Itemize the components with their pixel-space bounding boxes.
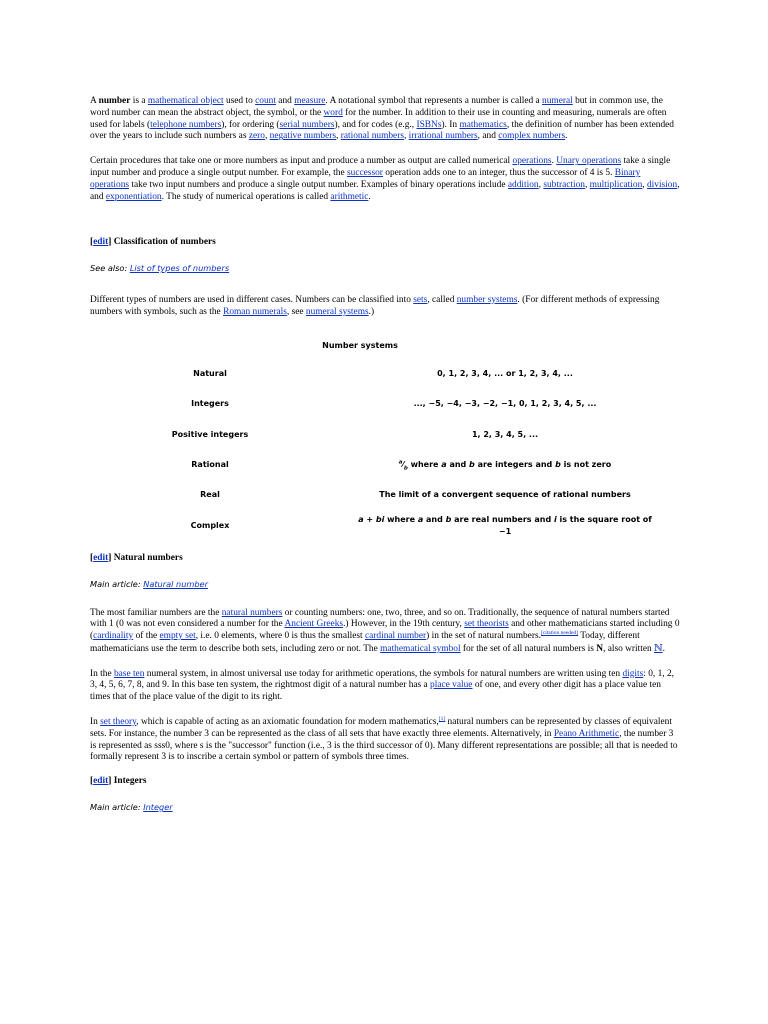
text-run: natural numbers can be represented by classes of equivalent sets. For instance, the number 3 can be represented as the class of all sets that have exactly three elements. Alternatively, in [90, 717, 672, 739]
text-run: . The study of numerical operations is called [161, 191, 331, 202]
text-run: . [565, 131, 568, 142]
text-run: ), and for codes (e.g., [334, 119, 417, 130]
main-article-note [90, 802, 680, 814]
table-row [65, 480, 655, 510]
main-article-link[interactable]: Integer [143, 802, 173, 813]
number-system-definition [355, 511, 655, 541]
text-run: are integers and [474, 460, 556, 470]
table-caption-row [65, 333, 655, 359]
natural-paragraph-2 [90, 669, 680, 704]
inline-link[interactable]: set theory [100, 717, 137, 728]
main-article-prefix: Main article: [90, 802, 144, 813]
text-run: . [551, 156, 557, 167]
inline-link[interactable]: cardinal number [364, 631, 427, 642]
inline-link[interactable]: serial numbers [279, 119, 335, 130]
text-run: ⁄ [402, 460, 404, 470]
text-run: or counting numbers: one, two, three, and so on. Traditionally, the sequence of natural numbers started with 1 (0 was not even considered a number for the [90, 607, 670, 630]
text-run: , called [427, 294, 457, 305]
inline-link[interactable]: zero [248, 131, 265, 142]
text-run: The limit of a convergent sequence of rational numbers [379, 490, 631, 500]
inline-link[interactable]: natural numbers [221, 607, 283, 618]
text-run: + [363, 514, 376, 524]
text-run: take two input numbers and produce a single output number. Examples of binary operations include [129, 179, 508, 190]
inline-link[interactable]: number systems [456, 294, 518, 305]
inline-link[interactable]: word [323, 107, 343, 118]
text-run: , [403, 131, 409, 142]
inline-link[interactable]: addition [507, 179, 539, 190]
edit-link[interactable]: edit [93, 237, 109, 248]
inline-link[interactable]: empty set [159, 631, 196, 642]
number-system-definition [355, 450, 655, 480]
text-run: is a [130, 96, 148, 106]
text-run: : 0, 1, 2, 3, 4, 5, 6, 7, 8, and 9. In this base ten system, the rightmost digit of a natural number has a [90, 668, 675, 691]
see-also-prefix: See also: [90, 263, 130, 274]
inline-link[interactable]: complex numbers [498, 131, 566, 142]
bold-term: N [596, 643, 603, 654]
natural-paragraph-1 [90, 608, 680, 656]
inline-link[interactable]: subtraction [543, 179, 585, 190]
number-systems-table [65, 333, 655, 541]
table-row [65, 419, 655, 449]
text-run: b [469, 460, 475, 470]
edit-link[interactable]: edit [93, 552, 109, 563]
table-row [65, 359, 655, 389]
text-run: and [423, 514, 446, 524]
text-run: used to [223, 96, 256, 106]
inline-link[interactable]: telephone numbers [150, 119, 222, 130]
text-run: b [445, 514, 452, 524]
table-row [65, 450, 655, 480]
section-heading-natural: [edit] Natural numbers [90, 552, 183, 563]
text-run: , i.e. 0 elements, where 0 is thus the smallest [195, 631, 365, 642]
natural-paragraph-3 [90, 717, 680, 764]
section-heading-integers: [edit] Integers [90, 776, 147, 787]
number-system-definition [355, 359, 655, 389]
citation-link[interactable]: [1] [438, 715, 446, 722]
inline-link[interactable]: mathematical object [147, 96, 224, 106]
text-run: , which is capable of acting as an axiomatic foundation for modern mathematics, [136, 717, 439, 728]
see-also-link[interactable]: List of types of numbers [129, 263, 230, 274]
text-run: but in common use, the word number can mean the abstract object, the symbol, or the [90, 96, 663, 118]
intro-paragraph-2 [90, 156, 680, 203]
text-run: The most familiar numbers are the [90, 607, 222, 618]
text-run: is the square root of −1 [498, 514, 652, 536]
inline-link[interactable]: digits [622, 668, 644, 679]
inline-link[interactable]: count [255, 96, 276, 106]
inline-link[interactable]: exponentiation [105, 191, 162, 202]
text-run: a [417, 514, 424, 524]
text-run: of one, and every other digit has a place value ten times that of the place value of the digit to its right. [90, 680, 661, 703]
text-run: .) However, in the 19th century, [343, 619, 465, 630]
inline-link[interactable]: base ten [113, 668, 145, 679]
main-article-prefix: Main article: [90, 578, 144, 589]
text-run: b [403, 465, 408, 472]
inline-link[interactable]: cardinality [93, 631, 134, 642]
citation-link[interactable]: [citation needed] [540, 629, 579, 636]
table-caption: Number systems [322, 340, 398, 350]
inline-link[interactable]: Roman numerals [223, 306, 287, 317]
number-system-name: Integers [191, 399, 229, 409]
inline-link[interactable]: numeral systems [305, 306, 369, 317]
main-article-note [90, 579, 680, 591]
text-run: . (For different methods of expressing numbers with symbols, such as the [90, 294, 660, 317]
text-run: , also written [603, 643, 655, 654]
text-run: i [553, 514, 557, 524]
text-run: bi [375, 514, 385, 524]
edit-link[interactable]: edit [93, 776, 109, 787]
text-run: ..., −5, −4, −3, −2, −1, 0, 1, 2, 3, 4, 5, ... [413, 399, 597, 409]
text-run: and [446, 460, 470, 470]
see-also-note [90, 263, 680, 275]
text-run: ), for ordering ( [221, 119, 280, 130]
text-run: a [441, 460, 447, 470]
inline-link[interactable]: successor [346, 167, 383, 178]
section-title: Classification of numbers [113, 237, 216, 248]
section-title: Natural numbers [113, 552, 183, 563]
text-run: In [90, 717, 101, 728]
text-run: , [264, 131, 270, 142]
text-run: , and [90, 179, 680, 202]
inline-link[interactable]: multiplication [589, 179, 643, 190]
text-run: ) in the set of natural numbers. [426, 631, 541, 642]
intro-paragraph-1 [90, 96, 680, 143]
inline-link[interactable]: arithmetic [330, 191, 369, 202]
section-title: Integers [113, 776, 147, 787]
section-heading-classification: [edit] Classification of numbers [90, 237, 216, 248]
inline-link[interactable]: set theorists [464, 619, 509, 630]
text-run: A [90, 96, 99, 106]
text-run: , [584, 179, 590, 190]
inline-link[interactable]: negative numbers [269, 131, 337, 142]
inline-link[interactable]: rational numbers [340, 131, 404, 142]
number-system-name: Rational [191, 460, 229, 470]
number-system-name: Natural [193, 368, 227, 378]
text-run: operation adds one to an integer, thus the successor of 4 is 5. [382, 167, 615, 178]
inline-link[interactable]: ISBNs [416, 119, 442, 130]
inline-link[interactable]: operations [512, 156, 552, 167]
text-run: for the number. In addition to their use in counting and measuring, numerals are often used for labels ( [90, 107, 667, 130]
table-row [65, 511, 655, 541]
text-run: , [538, 179, 544, 190]
text-run: . A notational symbol that represents a number is called a [325, 96, 543, 106]
text-run: and other mathematicians started including 0 ( [90, 619, 680, 642]
inline-link[interactable]: sets [413, 294, 428, 305]
text-run: a [398, 459, 403, 466]
table-row [65, 389, 655, 419]
text-run: a [358, 514, 364, 524]
text-run: b [555, 460, 561, 470]
text-run: are real numbers and [451, 514, 554, 524]
text-run: is not zero [560, 460, 612, 470]
number-system-definition [355, 389, 655, 419]
inline-link[interactable]: Unary operations [556, 156, 622, 167]
text-run: for the set of all natural numbers is [460, 643, 597, 654]
text-run: . [368, 191, 371, 202]
number-system-name: Real [200, 490, 220, 500]
text-run: .) [368, 306, 375, 317]
text-run: 0, 1, 2, 3, 4, ... or 1, 2, 3, 4, ... [437, 368, 573, 378]
inline-link[interactable]: Ancient Greeks [284, 619, 344, 630]
text-run: where [407, 460, 442, 470]
classification-paragraph [90, 295, 680, 319]
inline-link[interactable]: division [646, 179, 678, 190]
text-run: Different types of numbers are used in different cases. Numbers can be classified into [90, 294, 414, 305]
text-run: , [642, 179, 647, 190]
inline-link[interactable]: measure [294, 96, 326, 106]
text-run: Certain procedures that take one or more numbers as input and produce a number as output are called numerical [90, 156, 513, 167]
inline-link[interactable]: Peano Arithmetic [553, 728, 620, 739]
article-body [90, 96, 680, 814]
inline-link[interactable]: irrational numbers [408, 131, 478, 142]
number-system-name: Positive integers [171, 429, 249, 439]
inline-link[interactable]: mathematical symbol [380, 643, 461, 654]
inline-link[interactable]: Binary operations [90, 167, 641, 190]
text-run: take a single input number and produce a single output number. For example, the [90, 156, 671, 178]
text-run: numeral system, in almost universal use today for arithmetic operations, the symbols for natural numbers are written using ten [144, 668, 623, 679]
text-run: , the number 3 is represented as sss0, where s is the "successor" function (i.e., 3 is the third successor of 0). Many different representations are possible; all that is needed to formally represent 3 is to inscribe a certain symbol or pattern of symbols three times. [90, 728, 678, 763]
main-article-link[interactable]: Natural number [143, 578, 208, 589]
text-run: and [275, 96, 295, 106]
text-run: In the [90, 668, 114, 679]
inline-link[interactable]: ℕ [654, 642, 663, 654]
inline-link[interactable]: mathematics [459, 119, 507, 130]
text-run: , and [477, 131, 499, 142]
text-run: , [336, 131, 341, 142]
inline-link[interactable]: place value [430, 680, 473, 691]
text-run: where [384, 514, 418, 524]
bold-term: number [98, 96, 131, 106]
text-run: . [662, 643, 665, 654]
number-system-definition [355, 419, 655, 449]
text-run: , the definition of number has been extended over the years to include such numbers as [90, 119, 674, 142]
text-run: Today, different mathematicians use the term to describe both sets, including zero or not. The [90, 631, 640, 654]
text-run: 1, 2, 3, 4, 5, ... [471, 429, 539, 439]
number-system-definition [355, 480, 655, 510]
text-run: ). In [441, 119, 460, 130]
text-run: of the [133, 631, 160, 642]
inline-link[interactable]: numeral [542, 96, 573, 106]
number-system-name: Complex [190, 520, 230, 530]
text-run: , see [286, 306, 306, 317]
